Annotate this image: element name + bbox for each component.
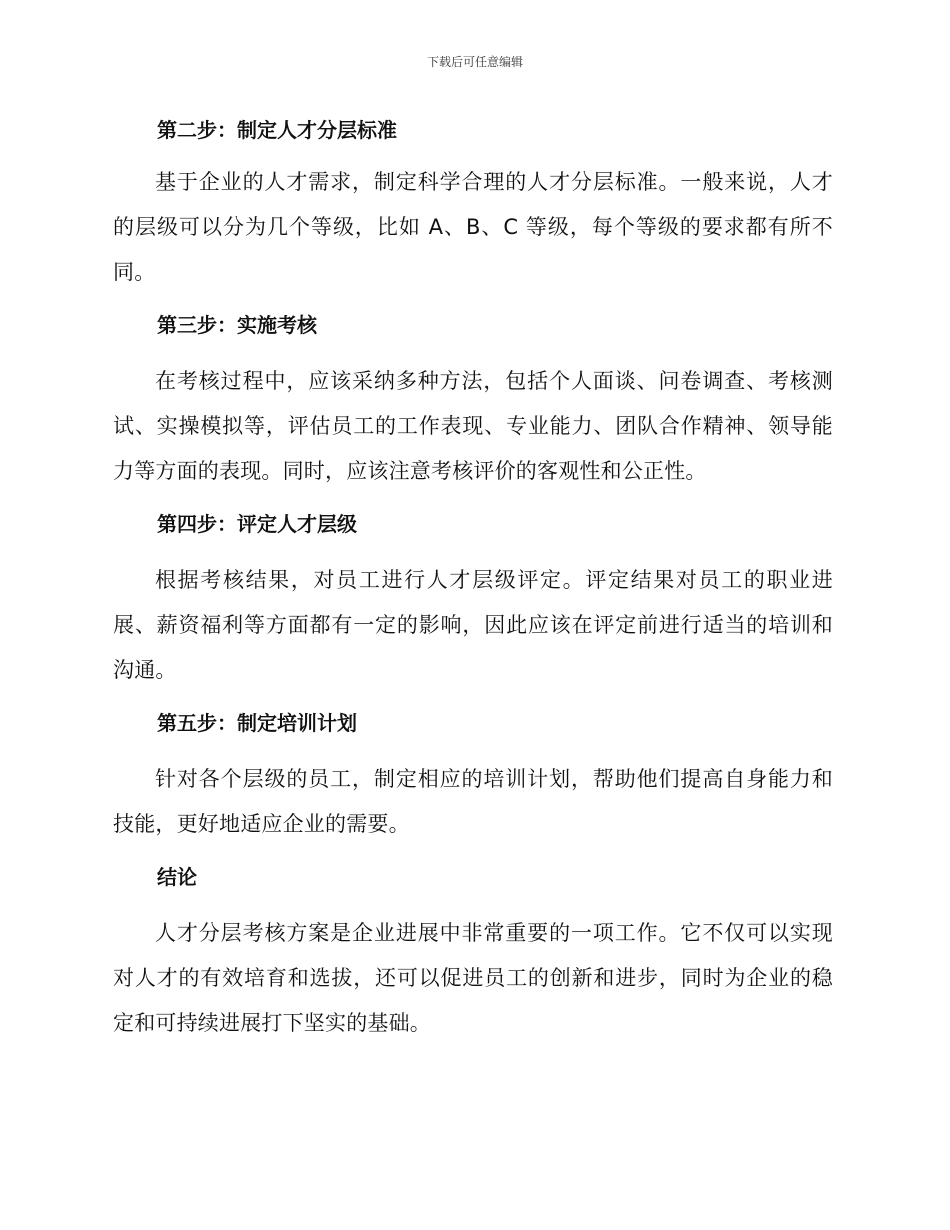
section-paragraph: 人才分层考核方案是企业进展中非常重要的一项工作。它不仅可以实现对人才的有效培育和选拔，还可以促进员工的创新和进步，同时为企业的稳定和可持续进展打下坚实的基础。 [113, 921, 833, 1035]
section-paragraph: 在考核过程中，应该采纳多种方法，包括个人面谈、问卷调查、考核测试、实操模拟等，评估员工的工作表现、专业能力、团队合作精神、领导能力等方面的表现。同时，应该注意考核评价的客观性和公正性。 [113, 369, 833, 483]
section-step-four [113, 504, 833, 693]
section-step-two [113, 110, 833, 295]
page-header: 下载后可任意编辑 [426, 55, 523, 69]
section-step-five [113, 703, 833, 847]
section-heading: 第二步：制定人才分层标准 [157, 118, 397, 142]
section-heading: 第四步：评定人才层级 [157, 512, 357, 536]
section-step-three [113, 305, 833, 494]
document-body [113, 110, 833, 1046]
section-heading: 第三步：实施考核 [157, 313, 317, 337]
section-paragraph: 根据考核结果，对员工进行人才层级评定。评定结果对员工的职业进展、薪资福利等方面都有一定的影响，因此应该在评定前进行适当的培训和沟通。 [113, 568, 833, 682]
section-heading: 第五步：制定培训计划 [157, 711, 357, 735]
section-paragraph: 基于企业的人才需求，制定科学合理的人才分层标准。一般来说，人才的层级可以分为几个等级，比如 A、B、C 等级，每个等级的要求都有所不同。 [113, 170, 833, 284]
section-paragraph: 针对各个层级的员工，制定相应的培训计划，帮助他们提高自身能力和技能，更好地适应企业的需要。 [113, 767, 833, 836]
section-heading: 结论 [157, 865, 197, 889]
section-conclusion [113, 857, 833, 1046]
